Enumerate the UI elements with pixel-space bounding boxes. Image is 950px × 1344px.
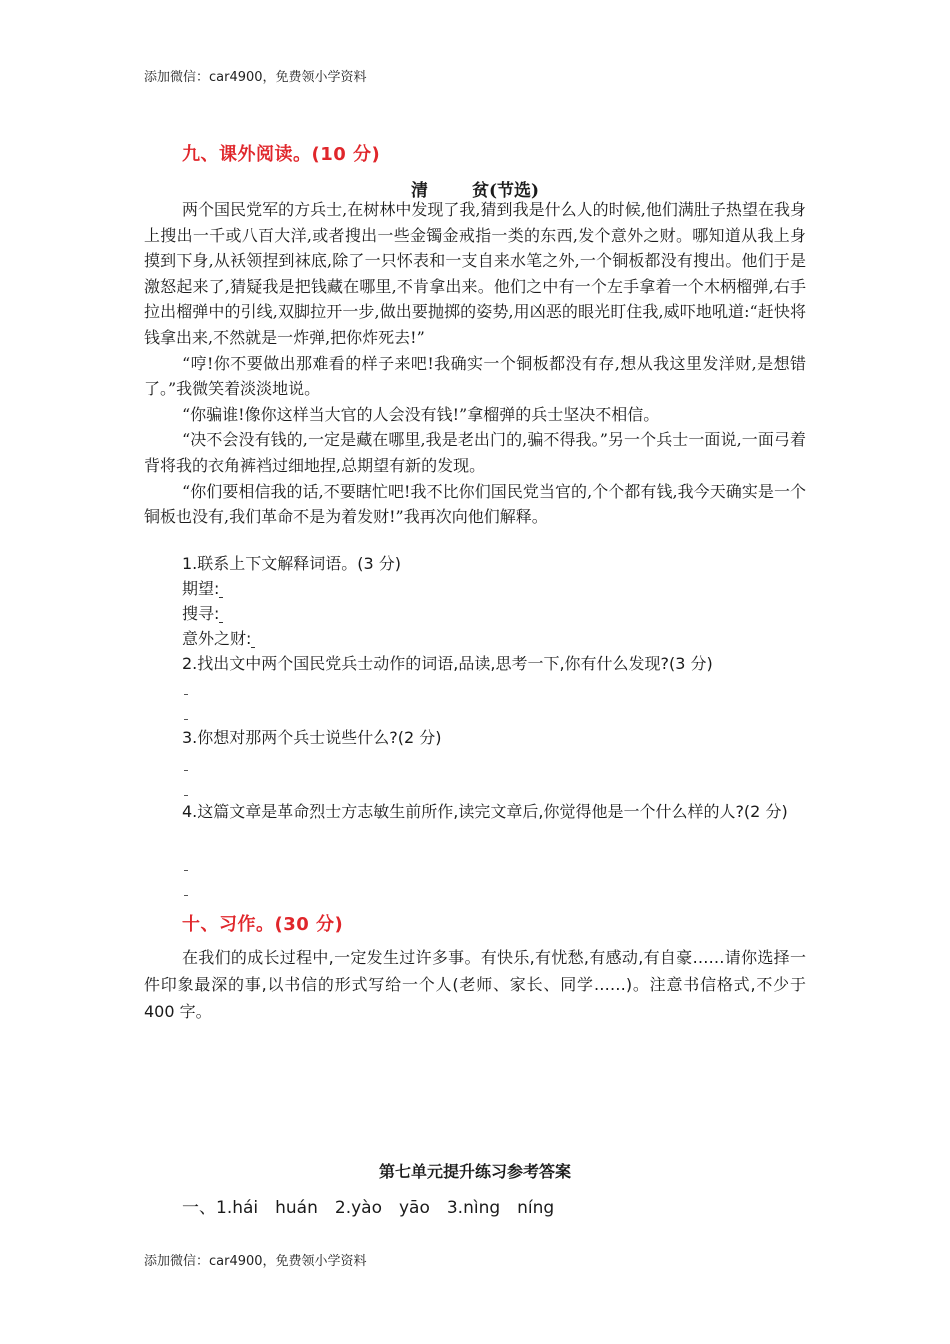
article-paragraph: “你们要相信我的话,不要瞎忙吧!我不比你们国民党当官的,个个都有钱,我今天确实是一个铜板也没有,我们革命不是为着发财!”我再次向他们解释。 xyxy=(144,481,806,527)
page-footer: 添加微信：car4900，免费领小学资料 xyxy=(144,1254,367,1269)
article-paragraph: 两个国民党军的方兵士,在树林中发现了我,猜到我是什么人的时候,他们满肚子热望在我身上搜出一千或八百大洋,或者搜出一些金镯金戒指一类的东西,发个意外之财。哪知道从我上身摸到下身,从袄领捏到袜底,除了一只怀表和一支自来水笔之外,一个铜板都没有搜出。他们于是激怒起来了,猜疑我是把钱藏在哪里,不肯拿出来。他们之中有一个左手拿着一个木柄榴弹,右手拉出榴弹中的引线,双脚拉开一步,做出要抛掷的姿势,用凶恶的眼光盯住我,威吓地吼道:“赶快将钱拿出来,不然就是一炸弹,把你炸死去!” xyxy=(144,200,806,347)
article-paragraph: “哼!你不要做出那难看的样子来吧!我确实一个铜板都没有存,想从我这里发洋财,是想错了。”我微笑着淡淡地说。 xyxy=(144,353,806,399)
term-row xyxy=(182,601,223,624)
article-paragraph: “你骗谁!像你这样当大官的人会没有钱!”拿榴弹的兵士坚决不相信。 xyxy=(182,404,660,424)
answer-blank[interactable] xyxy=(219,606,223,623)
answer-key-title: 第七单元提升练习参考答案 xyxy=(378,1162,571,1181)
answer-key-line: 一、1.hái huán 2.yào yāo 3.nìng níng xyxy=(182,1198,555,1218)
term-row xyxy=(182,576,223,599)
term-label: 期望: xyxy=(182,579,220,598)
answer-line[interactable] xyxy=(184,795,188,796)
question-1: 1.联系上下文解释词语。(3 分) xyxy=(182,554,402,573)
answer-line[interactable] xyxy=(184,895,188,896)
answer-blank[interactable] xyxy=(219,581,223,598)
article-title-part-a: 清 xyxy=(410,181,428,201)
answer-blank[interactable] xyxy=(251,631,255,648)
article-paragraph: “决不会没有钱的,一定是藏在哪里,我是老出门的,骗不得我。”另一个兵士一面说,一面弓着背将我的衣角裤裆过细地捏,总期望有新的发现。 xyxy=(144,430,806,475)
writing-prompt: 在我们的成长过程中,一定发生过许多事。有快乐,有忧愁,有感动,有自豪……请你选择一件印象最深的事,以书信的形式写给一个人(老师、家长、同学……)。注意书信格式,不少于 400 字。 xyxy=(144,948,806,1021)
question-3: 3.你想对那两个兵士说些什么?(2 分) xyxy=(182,728,442,747)
term-label: 搜寻: xyxy=(182,604,220,623)
article-body xyxy=(144,197,806,530)
section-10-title: 十、习作。(30 分) xyxy=(182,914,344,935)
term-label: 意外之财: xyxy=(182,629,252,648)
answer-line[interactable] xyxy=(184,770,188,771)
answer-line[interactable] xyxy=(184,694,188,695)
page-header: 添加微信：car4900，免费领小学资料 xyxy=(144,70,367,85)
answer-line[interactable] xyxy=(184,870,188,871)
article-title-part-b: 贫(节选) xyxy=(471,181,540,201)
question-4: 4.这篇文章是革命烈士方志敏生前所作,读完文章后,你觉得他是一个什么样的人?(2 分) xyxy=(182,802,788,821)
section-9-title: 九、课外阅读。(10 分) xyxy=(182,144,381,165)
question-2: 2.找出文中两个国民党兵士动作的词语,品读,思考一下,你有什么发现?(3 分) xyxy=(182,654,713,673)
answer-line[interactable] xyxy=(184,719,188,720)
term-row xyxy=(182,626,255,649)
